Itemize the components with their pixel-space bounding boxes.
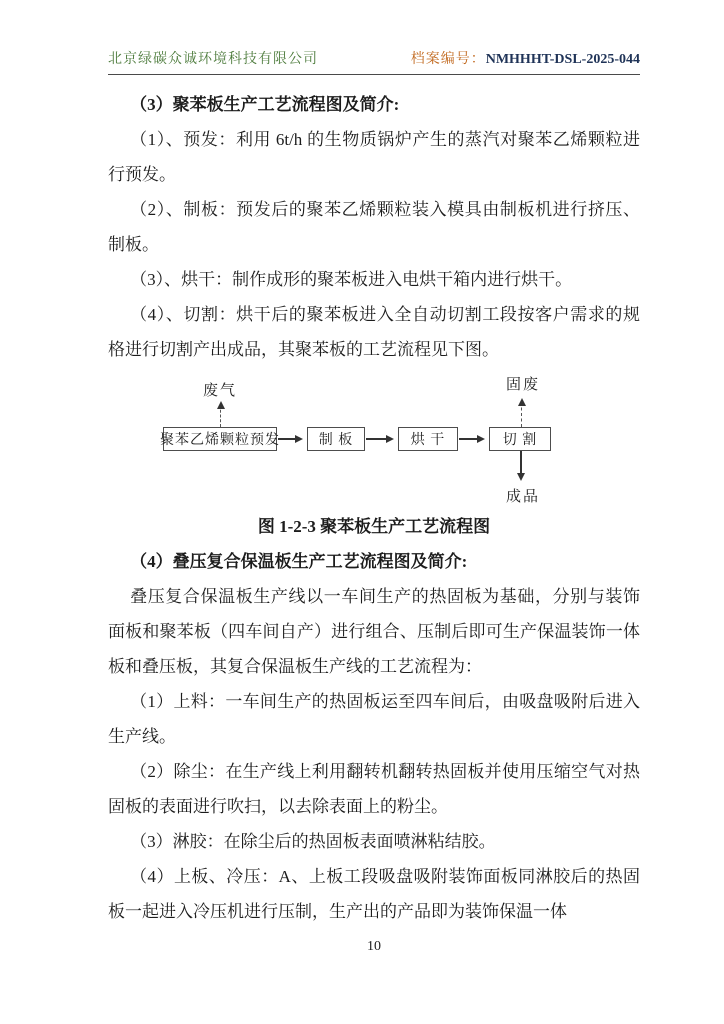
solid-waste-label: 固废	[506, 377, 541, 393]
flow-box-dry: 烘 干	[398, 427, 458, 451]
arrow-right-icon	[278, 438, 300, 440]
flow-box-cut: 切 割	[489, 427, 551, 451]
paragraph-dry: （3）、烘干：制作成形的聚苯板进入电烘干箱内进行烘干。	[130, 270, 573, 289]
figure-caption: 图 1-2-3 聚苯板生产工艺流程图	[257, 517, 491, 536]
file-number-group	[411, 48, 640, 68]
page-header	[108, 0, 640, 75]
paragraph-cut: （4）、切割：烘干后的聚苯板进入全自动切割工段按客户需求的规格进行切割产出成品，其聚苯板的工艺流程见下图。	[108, 305, 640, 359]
page-number: 10	[367, 939, 381, 954]
section-heading-3: （3）聚苯板生产工艺流程图及简介:	[130, 95, 400, 114]
process-flow-diagram	[108, 369, 640, 509]
file-number-label: 档案编号：	[410, 52, 486, 67]
waste-gas-label: 废气	[203, 383, 238, 399]
paragraph-prefoam: （1）、预发：利用 6t/h 的生物质锅炉产生的蒸汽对聚苯乙烯颗粒进行预发。	[108, 130, 640, 184]
arrow-down-icon	[520, 451, 522, 477]
section-heading-4: （4）叠压复合保温板生产工艺流程图及简介:	[130, 552, 468, 571]
paragraph-glue: （3）淋胶：在除尘后的热固板表面喷淋粘结胶。	[130, 832, 496, 851]
arrow-right-icon	[366, 438, 391, 440]
paragraph-press: （4）上板、冷压：A、上板工段吸盘吸附装饰面板同淋胶后的热固板一起进入冷压机进行压制，生产出的产品即为装饰保温一体	[108, 867, 640, 921]
paragraph-dust: （2）除尘：在生产线上利用翻转机翻转热固板并使用压缩空气对热固板的表面进行吹扫，以去除表面上的粉尘。	[108, 762, 640, 816]
paragraph-board: （2）、制板：预发后的聚苯乙烯颗粒装入模具由制板机进行挤压、制板。	[108, 200, 640, 254]
file-number-value: NMHHHT-DSL-2025-044	[485, 52, 640, 67]
dashed-arrow-up-icon	[521, 402, 522, 427]
product-label: 成品	[506, 489, 541, 505]
document-body	[108, 87, 640, 929]
flow-box-board: 制 板	[307, 427, 365, 451]
arrow-right-icon	[459, 438, 482, 440]
company-name: 北京绿碳众诚环境科技有限公司	[108, 52, 318, 67]
dashed-arrow-up-icon	[220, 405, 221, 427]
flow-box-prefoam: 聚苯乙烯颗粒预发	[163, 427, 277, 451]
paragraph-intro: 叠压复合保温板生产线以一车间生产的热固板为基础，分别与装饰面板和聚苯板（四车间自产）进行组合、压制后即可生产保温装饰一体板和叠压板，其复合保温板生产线的工艺流程为：	[108, 587, 640, 676]
paragraph-load: （1）上料：一车间生产的热固板运至四车间后，由吸盘吸附后进入生产线。	[108, 692, 640, 746]
